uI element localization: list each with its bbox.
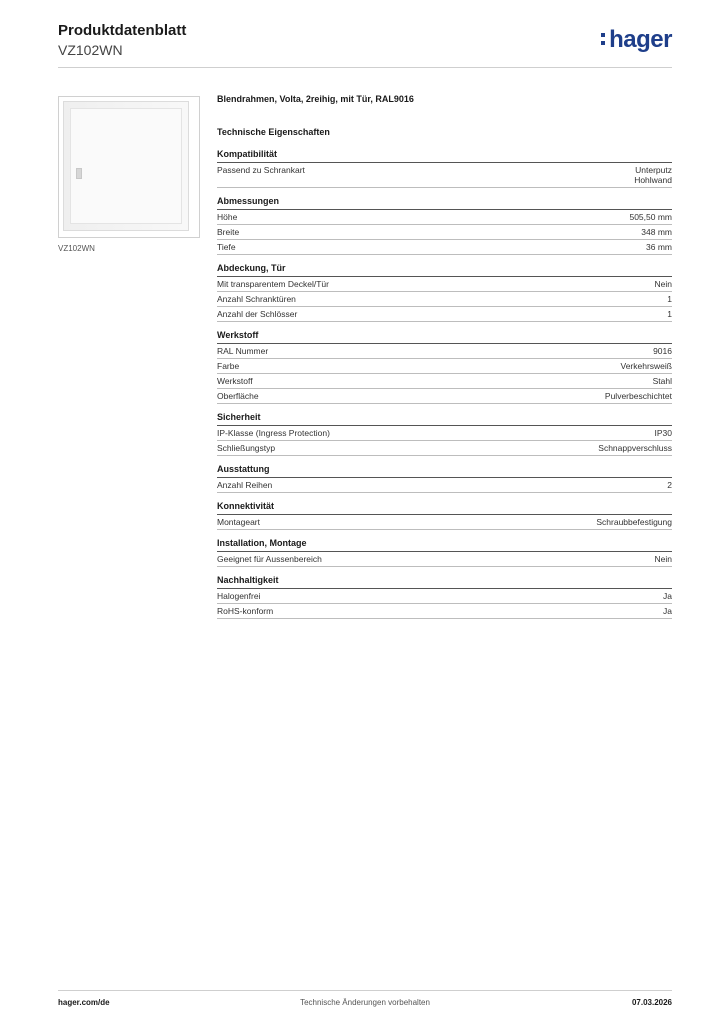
footer-divider <box>58 990 672 991</box>
property-label: Mit transparentem Deckel/Tür <box>217 279 329 289</box>
property-row <box>217 344 672 359</box>
property-value-line: 9016 <box>653 346 672 356</box>
property-group <box>217 263 672 322</box>
property-value-line: 1 <box>667 294 672 304</box>
logo-colon-icon <box>601 33 607 49</box>
property-value-line: Unterputz <box>635 165 672 175</box>
property-value-line: Nein <box>654 554 672 564</box>
property-row <box>217 163 672 188</box>
footer-website-link[interactable]: hager.com/de <box>58 998 110 1007</box>
property-value <box>621 361 673 371</box>
property-label: Montageart <box>217 517 260 527</box>
property-value <box>655 428 673 438</box>
logo-text: hager <box>609 26 672 53</box>
property-group <box>217 575 672 619</box>
property-row <box>217 307 672 322</box>
property-label: RoHS-konform <box>217 606 274 616</box>
property-label: Höhe <box>217 212 238 222</box>
property-row <box>217 441 672 456</box>
property-group <box>217 330 672 404</box>
hager-logo[interactable] <box>601 26 672 54</box>
property-label: Werkstoff <box>217 376 253 386</box>
property-row <box>217 389 672 404</box>
property-row <box>217 374 672 389</box>
property-row <box>217 478 672 493</box>
property-value <box>653 376 672 386</box>
property-row <box>217 210 672 225</box>
property-value-line: Pulverbeschichtet <box>604 391 672 401</box>
group-title: Ausstattung <box>217 464 672 478</box>
property-value-line: Hohlwand <box>634 175 672 185</box>
door-frame-icon <box>63 101 189 231</box>
group-title: Nachhaltigkeit <box>217 575 672 589</box>
property-value-line: Nein <box>654 279 672 289</box>
property-label: Tiefe <box>217 242 236 252</box>
property-value-line: Ja <box>663 606 672 616</box>
property-label: Oberfläche <box>217 391 259 401</box>
image-caption: VZ102WN <box>58 244 95 253</box>
product-code: VZ102WN <box>58 42 123 58</box>
property-row <box>217 426 672 441</box>
group-title: Installation, Montage <box>217 538 672 552</box>
property-row <box>217 240 672 255</box>
property-value <box>641 227 672 237</box>
property-label: Passend zu Schrankart <box>217 165 305 175</box>
property-value-line: 1 <box>667 309 672 319</box>
property-label: Schließungstyp <box>217 443 276 453</box>
property-value <box>598 443 672 453</box>
property-value-line: Ja <box>663 591 672 601</box>
header-divider <box>58 67 672 68</box>
group-title: Konnektivität <box>217 501 672 515</box>
group-title: Werkstoff <box>217 330 672 344</box>
footer-date: 07.03.2026 <box>631 998 672 1007</box>
property-group <box>217 501 672 530</box>
property-groups <box>217 149 672 619</box>
property-value <box>655 279 672 289</box>
property-row <box>217 292 672 307</box>
property-value-line: 2 <box>667 480 672 490</box>
property-value-line: IP30 <box>654 428 672 438</box>
property-value <box>655 554 672 564</box>
property-row <box>217 604 672 619</box>
property-label: Anzahl der Schlösser <box>217 309 298 319</box>
property-row <box>217 552 672 567</box>
property-value-line: Stahl <box>652 376 672 386</box>
property-label: Geeignet für Aussenbereich <box>217 554 322 564</box>
property-value <box>653 346 672 356</box>
property-row <box>217 359 672 374</box>
property-label: Halogenfrei <box>217 591 261 601</box>
property-value <box>629 212 672 222</box>
property-value <box>667 294 672 304</box>
properties-section <box>217 94 672 627</box>
property-value <box>667 480 672 490</box>
property-group <box>217 464 672 493</box>
property-row <box>217 515 672 530</box>
property-value <box>646 242 672 252</box>
property-value <box>663 606 672 616</box>
property-value-line: Verkehrsweiß <box>620 361 672 371</box>
property-row <box>217 589 672 604</box>
group-title: Kompatibilität <box>217 149 672 163</box>
group-title: Abdeckung, Tür <box>217 263 672 277</box>
page-title: Produktdatenblatt <box>58 22 187 39</box>
product-image <box>58 96 200 238</box>
property-label: IP-Klasse (Ingress Protection) <box>217 428 330 438</box>
group-title: Sicherheit <box>217 412 672 426</box>
property-value-line: 505,50 mm <box>629 212 672 222</box>
property-value-line: Schnappverschluss <box>598 443 672 453</box>
property-value <box>663 591 672 601</box>
property-group <box>217 196 672 255</box>
property-value-line: 348 mm <box>641 227 672 237</box>
property-label: RAL Nummer <box>217 346 269 356</box>
property-group <box>217 538 672 567</box>
door-handle-icon <box>76 168 82 179</box>
property-value <box>667 309 672 319</box>
group-title: Abmessungen <box>217 196 672 210</box>
product-description: Blendrahmen, Volta, 2reihig, mit Tür, RAL9016 <box>217 94 414 104</box>
header <box>58 22 672 59</box>
property-value <box>596 517 672 527</box>
property-label: Anzahl Schranktüren <box>217 294 296 304</box>
property-group <box>217 412 672 456</box>
property-value-line: 36 mm <box>646 242 672 252</box>
property-row <box>217 225 672 240</box>
property-value-line: Schraubbefestigung <box>596 517 672 527</box>
property-row <box>217 277 672 292</box>
property-value <box>634 165 672 185</box>
property-value <box>605 391 672 401</box>
section-title: Technische Eigenschaften <box>217 127 330 137</box>
property-label: Breite <box>217 227 240 237</box>
property-group <box>217 149 672 188</box>
footer-disclaimer: Technische Änderungen vorbehalten <box>300 998 430 1007</box>
property-label: Farbe <box>217 361 240 371</box>
property-label: Anzahl Reihen <box>217 480 273 490</box>
